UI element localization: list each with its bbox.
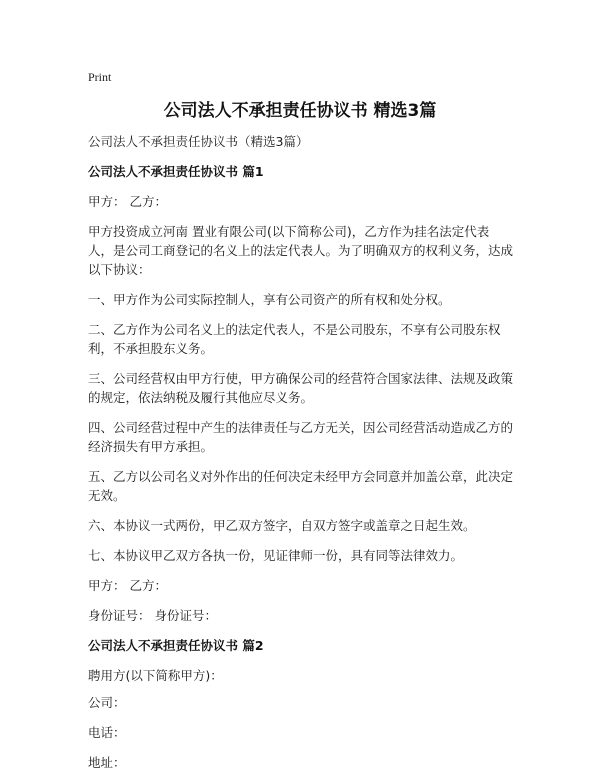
clause-2: 二、乙方作为公司名义上的法定代表人，不是公司股东，不享有公司股东权利，不承担股东义务。 <box>88 322 501 356</box>
clause-7: 七、本协议甲乙双方各执一份，见证律师一份，具有同等法律效力。 <box>88 548 464 563</box>
document-subtitle: 公司法人不承担责任协议书（精选3篇） <box>88 134 309 149</box>
clause-1: 一、甲方作为公司实际控制人，享有公司资产的所有权和处分权。 <box>88 292 451 307</box>
clause-3: 三、公司经营权由甲方行使，甲方确保公司的经营符合国家法律、法规及政策的规定，依法纳税及履行其他应尽义务。 <box>88 371 514 405</box>
page-title: 公司法人不承担责任协议书 精选3篇 <box>163 101 437 121</box>
clause-5: 五、乙方以公司名义对外作出的任何决定未经甲方会同意并加盖公章，此决定无效。 <box>88 469 514 503</box>
clause-4: 四、公司经营过程中产生的法律责任与乙方无关，因公司经营活动造成乙方的经济损失有甲方承担。 <box>88 420 514 454</box>
section-2-line-employer: 聘用方(以下简称甲方)： <box>88 668 223 683</box>
section-2-heading: 公司法人不承担责任协议书 篇2 <box>88 638 264 653</box>
section-1-intro: 甲方投资成立河南 置业有限公司(以下简称公司)，乙方作为挂名法定代表人，是公司工商登记的名义上的法定代表人。为了明确双方的权利义务，达成以下协议： <box>88 224 514 277</box>
signature-parties: 甲方： 乙方： <box>88 578 167 593</box>
section-2-line-phone: 电话： <box>88 725 126 740</box>
section-2-line-company: 公司： <box>88 695 126 710</box>
section-2-line-address: 地址： <box>88 755 126 770</box>
id-numbers: 身份证号： 身份证号： <box>88 608 217 623</box>
section-1-parties: 甲方： 乙方： <box>88 194 167 209</box>
clause-6: 六、本协议一式两份，甲乙双方签字，自双方签字或盖章之日起生效。 <box>88 518 476 533</box>
document-body <box>88 132 514 783</box>
print-link[interactable]: Print <box>88 70 112 84</box>
section-1-heading: 公司法人不承担责任协议书 篇1 <box>88 164 264 179</box>
